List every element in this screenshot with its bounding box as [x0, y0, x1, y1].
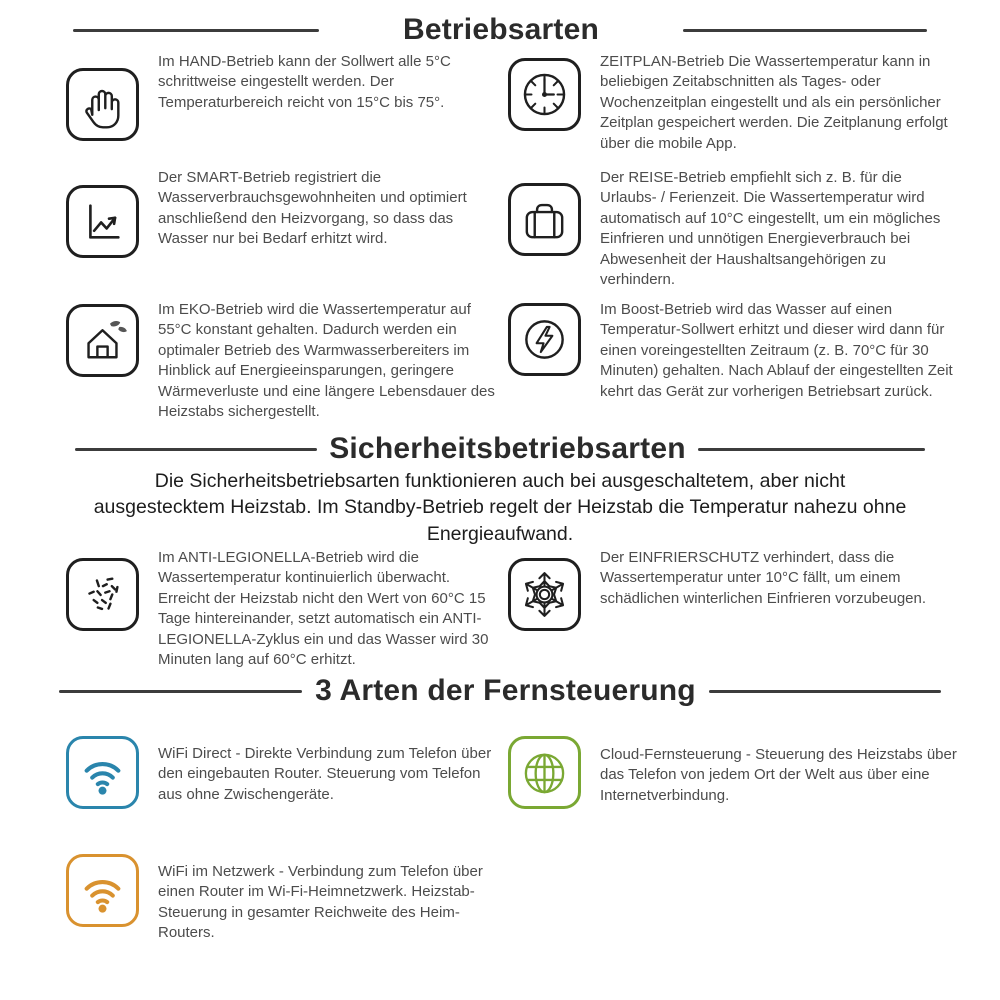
heading-rule-left	[75, 448, 317, 451]
remote-description: Cloud-Fernsteuerung - Steuerung des Heizstabs über das Telefon von jedem Ort der Welt aus über eine Internetverbindung.	[600, 746, 957, 804]
mode-description: Im EKO-Betrieb wird die Wassertemperatur auf 55°C konstant gehalten. Dadurch werden ein optimaler Betrieb des Warmwasserbereiters im Hinblick auf Energieeinsparungen, geringere Wärmeverluste und eine längere Lebensdauer des Heizstabs sichergestellt.	[158, 301, 495, 420]
mode-description: ZEITPLAN-Betrieb Die Wassertemperatur kann in beliebigen Zeitabschnitten als Tages- oder Wochenzeitplan eingestellt und als ein persönlicher Zeitplan gespeichert werden. Die Zeitplanung erfolgt über die mobile App.	[600, 53, 948, 152]
mode-item-anti-legionella	[66, 548, 496, 670]
eco-house-icon	[66, 304, 139, 377]
mode-description: Im ANTI-LEGIONELLA-Betrieb wird die Wassertemperatur kontinuierlich überwacht. Erreicht der Heizstab nicht den Wert von 60°C 15 Tage hintereinander, setzt automatisch ein ANTI-LEGIONELLA-Zyklus ein und das Wasser wird 30 Minuten lang auf 60°C erhitzt.	[158, 549, 489, 668]
heading-rule-right	[683, 29, 927, 32]
bacteria-icon	[66, 558, 139, 631]
mode-description: Der SMART-Betrieb registriert die Wasserverbrauchsgewohnheiten und optimiert anschließend den Heizvorgang, so dass das Wasser nur bei Bedarf erhitzt wird.	[158, 169, 467, 248]
mode-description: Im HAND-Betrieb kann der Sollwert alle 5°C schrittweise eingestellt werden. Der Temperaturbereich reicht von 15°C bis 75°.	[158, 53, 451, 111]
remote-description: WiFi Direct - Direkte Verbindung zum Telefon über den eingebauten Router. Steuerung vom Telefon aus ohne Zwischengeräte.	[158, 745, 492, 803]
snowflake-icon	[508, 558, 581, 631]
lightning-icon	[508, 303, 581, 376]
section-heading-sicherheitsbetriebsarten	[0, 432, 1000, 466]
mode-item-hand	[66, 52, 496, 141]
heading-rule-left	[59, 690, 302, 693]
section-intro-text: Die Sicherheitsbetriebsarten funktionieren auch bei ausgeschaltetem, aber nicht ausgestecktem Heizstab. Im Standby-Betrieb regelt der Heizstab die Temperatur nahezu ohne Energieaufwand.	[93, 470, 907, 545]
section-title: Betriebsarten	[402, 13, 599, 46]
mode-description: Im Boost-Betrieb wird das Wasser auf einen Temperatur-Sollwert erhitzt und dieser wird dann für einen voreingestellten Zeitraum (z. B. 70°C für 30 Minuten) gehalten. Nach Ablauf der eingestellten Zeit kehrt das Gerät zur vorherigen Betriebsart zurück.	[600, 301, 953, 400]
section-title: Sicherheitsbetriebsarten	[329, 432, 686, 465]
section-heading-fernsteuerung	[0, 674, 1000, 708]
mode-item-zeitplan	[508, 52, 958, 154]
mode-description: Der REISE-Betrieb empfiehlt sich z. B. für die Urlaubs- / Ferienzeit. Die Wassertemperatur wird automatisch auf 10°C eingestellt, um ein mögliches Einfrieren und unnötigen Energieverbrauch bei Abwesenheit der Haushaltsangehörigen zu verhindern.	[600, 169, 941, 288]
hand-icon	[66, 68, 139, 141]
remote-item-wifi-direct	[66, 736, 496, 809]
mode-item-einfrierschutz	[508, 548, 958, 631]
mode-item-eko	[66, 300, 496, 422]
wifi-icon	[66, 854, 139, 927]
globe-icon	[508, 736, 581, 809]
heading-rule-right	[709, 690, 941, 693]
chart-icon	[66, 185, 139, 258]
section-heading-betriebsarten	[0, 13, 1000, 47]
wifi-icon	[66, 736, 139, 809]
suitcase-icon	[508, 183, 581, 256]
heading-rule-left	[73, 29, 319, 32]
mode-description: Der EINFRIERSCHUTZ verhindert, dass die Wassertemperatur unter 10°C fällt, um einem schädlichen winterlichen Einfrieren vorzubeugen.	[600, 549, 927, 607]
remote-item-cloud	[508, 736, 958, 809]
mode-item-boost	[508, 300, 958, 402]
heading-rule-right	[698, 448, 925, 451]
clock-icon	[508, 58, 581, 131]
mode-item-reise	[508, 168, 958, 290]
remote-item-wifi-netzwerk	[66, 854, 496, 944]
section-title: 3 Arten der Fernsteuerung	[315, 674, 696, 707]
mode-item-smart	[66, 168, 496, 258]
remote-description: WiFi im Netzwerk - Verbindung zum Telefon über einen Router im Wi-Fi-Heimnetzwerk. Heizstab-Steuerung in gesamter Reichweite des Heim-Routers.	[158, 863, 483, 942]
